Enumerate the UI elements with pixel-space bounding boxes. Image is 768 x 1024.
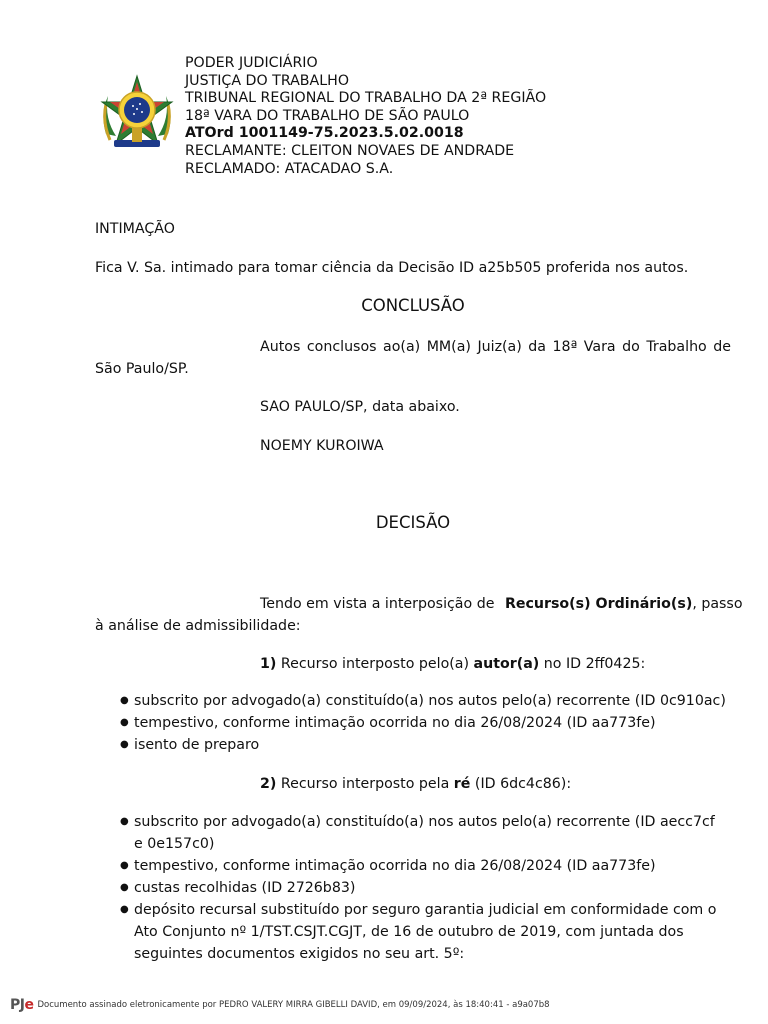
decisao-intro-pre: Tendo em vista a interposição de (260, 596, 499, 612)
signature-footer (10, 996, 550, 1014)
recurso2-pre: Recurso interposto pela (276, 776, 454, 792)
header-tribunal: TRIBUNAL REGIONAL DO TRABALHO DA 2ª REGIÃO (185, 90, 547, 107)
recurso2-party: ré (453, 776, 471, 792)
decisao-heading: DECISÃO (375, 513, 451, 532)
decisao-intro-line2: à análise de admissibilidade: (95, 618, 301, 634)
claimant: RECLAMANTE: CLEITON NOVAES DE ANDRADE (185, 142, 515, 159)
recurso1-list (120, 690, 726, 756)
pje-logo-main: PJ (10, 997, 25, 1013)
conclusao-heading: CONCLUSÃO (361, 296, 465, 315)
recurso2-title (260, 773, 571, 795)
header-power: PODER JUDICIÁRIO (185, 55, 318, 71)
header-court: 18ª VARA DO TRABALHO DE SÃO PAULO (185, 107, 470, 124)
list-item (120, 899, 716, 965)
respondent: RECLAMADO: ATACADAO S.A. (185, 160, 394, 177)
intimacao-text: Fica V. Sa. intimado para tomar ciência da Decisão ID a25b505 proferida nos autos. (95, 260, 689, 276)
list-item: ● custas recolhidas (ID 2726b83) (120, 877, 716, 899)
conclusao-paragraph-line1: Autos conclusos ao(a) MM(a) Juiz(a) da 18ª Vara do Trabalho de (260, 339, 731, 355)
recurso1-party: autor(a) (473, 656, 540, 672)
recurso1-post: no ID 2ff0425: (539, 656, 646, 672)
recurso2-item1-line2: e 0e157c0) (134, 836, 215, 852)
recurso1-title (260, 653, 645, 675)
conclusao-name: NOEMY KUROIWA (260, 438, 384, 454)
list-item: ● subscrito por advogado(a) constituído(a) nos autos pelo(a) recorrente (ID 0c910ac) (120, 690, 726, 712)
list-item: ● tempestivo, conforme intimação ocorrida no dia 26/08/2024 (ID aa773fe) (120, 712, 726, 734)
pje-logo-accent: e (24, 997, 34, 1013)
recurso1-number: 1) (260, 656, 277, 672)
conclusao-place-date: SAO PAULO/SP, data abaixo. (260, 399, 460, 415)
decisao-intro (260, 593, 743, 615)
list-item (120, 811, 716, 855)
recurso2-list (120, 811, 716, 965)
intimacao-title: INTIMAÇÃO (95, 221, 175, 237)
header-justice: JUSTIÇA DO TRABALHO (185, 72, 349, 89)
recurso2-post: (ID 6dc4c86): (470, 776, 572, 792)
list-item: ● isento de preparo (120, 734, 726, 756)
document-header (185, 55, 546, 178)
coat-of-arms-emblem (98, 74, 176, 156)
signature-text: Documento assinado eletronicamente por PEDRO VALERY MIRRA GIBELLI DAVID, em 09/09/2024, às 18:40:41 - a9a07b8 (37, 1000, 550, 1010)
recurso2-item4-line1: ● depósito recursal substituído por seguro garantia judicial em conformidade com o (134, 902, 717, 918)
recurso2-item1-line1: ● subscrito por advogado(a) constituído(a) nos autos pelo(a) recorrente (ID aecc7cf (134, 814, 715, 830)
decisao-intro-bold: Recurso(s) Ordinário(s) (504, 596, 693, 612)
recurso2-number: 2) (260, 776, 277, 792)
recurso2-item4-line3: seguintes documentos exigidos no seu art. 5º: (134, 946, 465, 962)
recurso2-item4-line2: Ato Conjunto nº 1/TST.CSJT.CGJT, de 16 de outubro de 2019, com juntada dos (134, 924, 684, 940)
recurso1-pre: Recurso interposto pelo(a) (276, 656, 474, 672)
decisao-intro-post: , passo (692, 596, 743, 612)
conclusao-paragraph-line2: São Paulo/SP. (95, 361, 189, 377)
list-item: ● tempestivo, conforme intimação ocorrida no dia 26/08/2024 (ID aa773fe) (120, 855, 716, 877)
pje-logo (10, 997, 33, 1013)
case-number: ATOrd 1001149-75.2023.5.02.0018 (185, 125, 464, 142)
